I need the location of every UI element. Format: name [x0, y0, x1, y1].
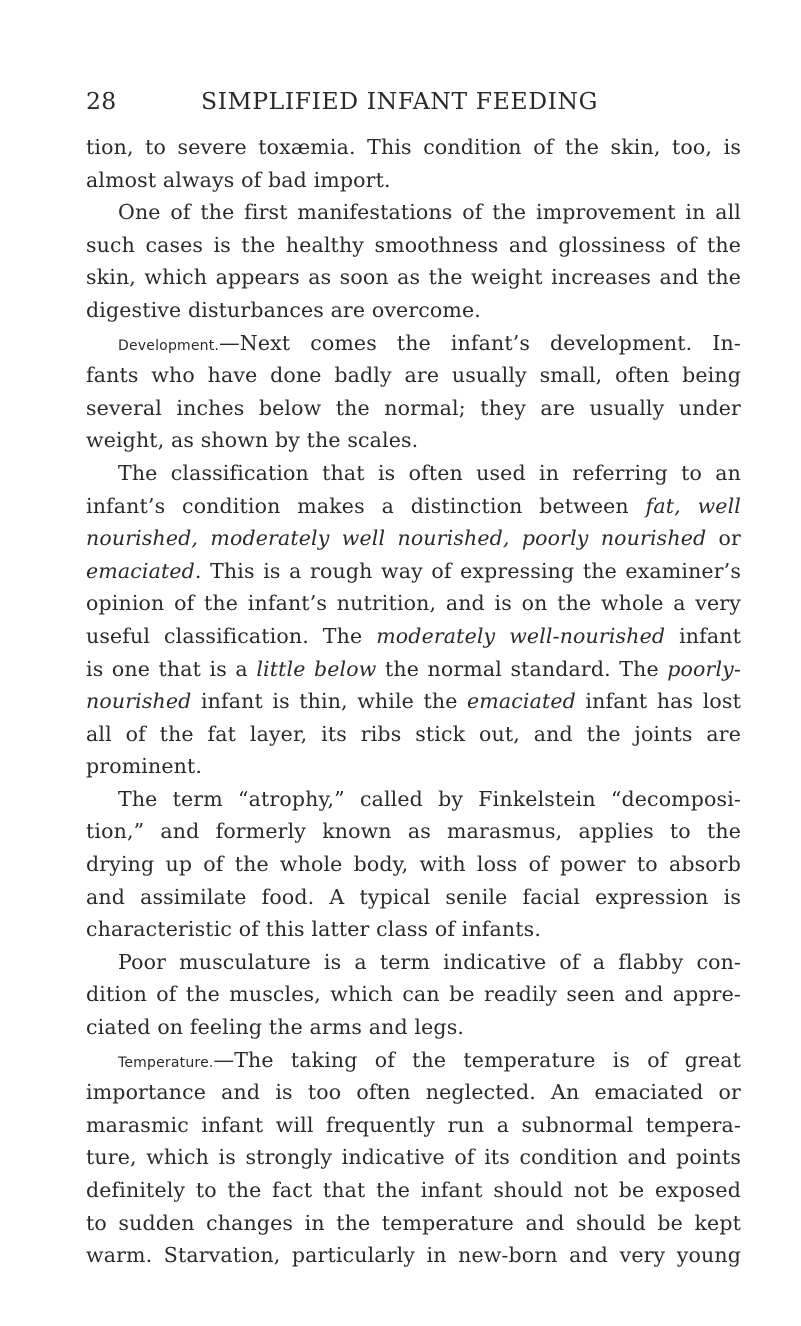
line-text: —The taking of the temperature is of great [213, 1047, 741, 1072]
line-text: to sudden changes in the temperature and should be kept [86, 1210, 741, 1235]
text-line [86, 1239, 741, 1272]
text-line [86, 1109, 741, 1142]
text-line [86, 978, 741, 1011]
line-text: ture, which is strongly indicative of its condition and points [86, 1145, 741, 1170]
text-line [86, 750, 741, 783]
line-text: such cases is the healthy smoothness and glossiness of the [86, 232, 741, 257]
italic-term: nourished, moderately well nourished, poorly nourished [86, 526, 707, 551]
italic-term: emaciated [467, 689, 576, 714]
line-text: infant’s condition makes a distinction between [86, 493, 646, 518]
line-text: One of the first manifestations of the improvement in all [118, 200, 741, 225]
text-line [86, 685, 741, 718]
italic-term: nourished [86, 689, 192, 714]
line-text: infant is thin, while the [191, 689, 467, 714]
italic-term: fat, well [645, 493, 741, 518]
page-number: 28 [86, 87, 117, 115]
line-text: digestive disturbances are overcome. [86, 297, 481, 322]
line-text: the normal standard. The [376, 656, 668, 681]
italic-term: moderately well-nourished [376, 623, 666, 648]
body-text [86, 131, 741, 1272]
text-line [86, 164, 741, 197]
line-text: tion,” and formerly known as marasmus, applies to the [86, 819, 741, 844]
text-line [86, 653, 741, 686]
text-line [86, 1174, 741, 1207]
text-line [86, 555, 741, 588]
italic-term: emaciated. [86, 558, 202, 583]
line-text: useful classification. The [86, 623, 377, 648]
text-line [86, 587, 741, 620]
text-line [86, 1076, 741, 1109]
text-line [86, 718, 741, 751]
text-line [86, 392, 741, 425]
text-line [86, 424, 741, 457]
line-text: Poor musculature is a term indicative of a flabby con- [118, 949, 741, 974]
text-line [86, 261, 741, 294]
line-text: drying up of the whole body, with loss of power to absorb [86, 852, 741, 877]
text-line [86, 294, 741, 327]
line-text: dition of the muscles, which can be readily seen and appre- [86, 982, 741, 1007]
text-line [86, 783, 741, 816]
text-line [86, 457, 741, 490]
text-line [86, 620, 741, 653]
text-line [86, 946, 741, 979]
text-line [86, 131, 741, 164]
italic-term: poorly- [667, 656, 741, 681]
line-text: prominent. [86, 754, 203, 779]
line-text: all of the fat layer, its ribs stick out, and the joints are [86, 721, 741, 746]
line-text: marasmic infant will frequently run a subnormal tempera- [86, 1112, 741, 1137]
line-text: infant has lost [575, 689, 741, 714]
line-text: several inches below the normal; they are usually under [86, 395, 741, 420]
text-line [86, 229, 741, 262]
line-text: is one that is a [86, 656, 257, 681]
line-text: ciated on feeling the arms and legs. [86, 1015, 465, 1040]
line-text: This is a rough way of expressing the examiner’s [201, 558, 741, 583]
line-text: and assimilate food. A typical senile facial expression is [86, 884, 741, 909]
text-line [86, 522, 741, 555]
italic-term: little below [256, 656, 377, 681]
line-text: or [706, 526, 741, 551]
page-header [86, 84, 741, 118]
line-text: characteristic of this latter class of infants. [86, 917, 541, 942]
line-text: fants who have done badly are usually small, often being [86, 363, 741, 388]
line-text: almost always of bad import. [86, 167, 391, 192]
section-sidehead: Development. [118, 337, 220, 354]
running-head: SIMPLIFIED INFANT FEEDING [201, 87, 599, 115]
line-text: The classification that is often used in referring to an [118, 460, 741, 485]
text-line [86, 1044, 741, 1077]
line-text: —Next comes the infant’s development. In- [219, 330, 741, 355]
text-line [86, 881, 741, 914]
text-line [86, 1141, 741, 1174]
line-text: weight, as shown by the scales. [86, 428, 419, 453]
line-text: tion, to severe toxæmia. This condition of the skin, too, is [86, 135, 741, 159]
line-text: opinion of the infant’s nutrition, and is on the whole a very [86, 591, 741, 616]
text-line [86, 359, 741, 392]
text-line [86, 1011, 741, 1044]
line-text: skin, which appears as soon as the weight increases and the [86, 265, 741, 290]
text-line [86, 327, 741, 360]
line-text: importance and is too often neglected. An emaciated or [86, 1080, 741, 1105]
line-text: The term “atrophy,” called by Finkelstein “decomposi- [118, 786, 741, 811]
text-line [86, 196, 741, 229]
text-line [86, 1207, 741, 1240]
section-sidehead: Temperature. [118, 1054, 214, 1071]
text-line [86, 490, 741, 523]
line-text: infant [665, 623, 741, 648]
line-text: definitely to the fact that the infant should not be exposed [86, 1178, 741, 1202]
text-line [86, 815, 741, 848]
line-text: warm. Starvation, particularly in new-born and very young [86, 1243, 741, 1268]
text-line [86, 913, 741, 946]
text-line [86, 848, 741, 881]
